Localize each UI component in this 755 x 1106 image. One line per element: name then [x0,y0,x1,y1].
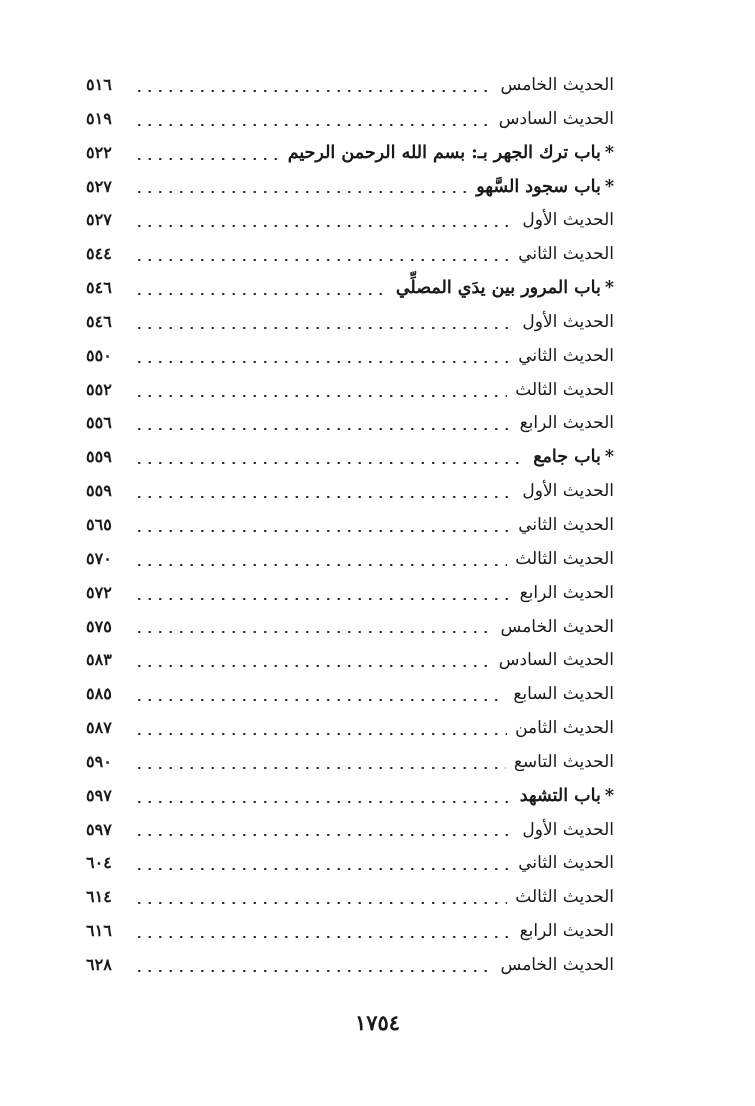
entry-title [518,238,614,272]
entry-title-text: الحديث التاسع [513,751,614,772]
toc-entry-row [86,339,614,373]
dot-leader [134,834,514,836]
toc-chapter-row [86,136,614,170]
chapter-marker: * [604,785,614,806]
toc-entry-row [86,643,614,677]
entry-page-number: ٥٢٧ [86,210,112,230]
dot-leader [134,598,512,600]
entry-title-text: الحديث الثاني [518,514,614,535]
toc-entry-row [86,677,614,711]
entry-page-number: ٥٧٢ [86,582,112,602]
toc-entry-row [86,880,614,914]
entry-title [520,407,614,441]
entry-title-text: باب ترك الجهر بـ: بسم الله الرحمن الرحيم [287,142,601,163]
entry-title [515,543,614,577]
entry-title-text: الحديث الأول [522,819,614,840]
dot-leader [134,936,512,938]
entry-page-number: ٦١٦ [86,921,112,941]
toc-entry-row [86,813,614,847]
dot-leader [134,259,510,261]
toc-entry-row [86,305,614,339]
entry-title [518,847,614,881]
entry-title [513,678,614,712]
toc-chapter-row [86,170,614,204]
entry-title [515,374,614,408]
dot-leader [134,530,510,532]
entry-page-number: ٥٩٧ [86,819,112,839]
entry-title [515,881,614,915]
toc-chapter-row [86,440,614,474]
toc-entry-row [86,237,614,271]
entry-page-number: ٦٢٨ [86,954,112,974]
entry-page-number: ٦١٤ [86,887,112,907]
entry-page-number: ٥٩٧ [86,785,112,805]
entry-title-text: الحديث الأول [522,311,614,332]
entry-page-number: ٥٧٠ [86,548,112,568]
chapter-marker: * [604,142,614,163]
entry-page-number: ٥٢٧ [86,176,112,196]
entry-title-text: الحديث الخامس [500,75,614,95]
entry-title [514,746,614,780]
dot-leader [134,970,493,972]
chapter-marker: * [604,176,614,197]
toc-entry-row [86,203,614,237]
chapter-title [533,441,614,475]
entry-title-text: الحديث الثالث [515,379,614,400]
chapter-title [520,780,614,814]
dot-leader [134,191,468,193]
dot-leader [134,225,514,227]
entry-title [520,915,614,949]
entry-page-number: ٥١٦ [86,75,112,94]
toc-entry-row [86,68,614,102]
entry-title-text: الحديث الأول [522,210,614,231]
entry-title [499,103,614,137]
entry-title-text: الحديث الرابع [519,921,614,942]
dot-leader [134,428,512,430]
toc-entry-row [86,542,614,576]
dot-leader [134,665,491,667]
toc-entry-row [86,373,614,407]
entry-title-text: باب جامع [533,447,601,468]
entry-title-text: الحديث الثاني [518,244,614,265]
entry-page-number: ٥٢٢ [86,142,112,162]
dot-leader [134,395,507,397]
toc-entry-row [86,508,614,542]
entry-title-text: الحديث الرابع [519,582,614,603]
entry-title [522,814,614,848]
dot-leader [134,124,491,126]
entry-title [520,577,614,611]
entry-page-number: ٥٥٢ [86,379,112,399]
entry-title-text: الحديث السادس [498,108,614,129]
entry-title [522,204,614,238]
page-number: ١٧٥٤ [354,1010,401,1035]
table-of-contents [86,68,614,982]
dot-leader [134,699,505,701]
dot-leader [134,902,507,904]
entry-title-text: الحديث الثالث [515,887,614,908]
entry-title [522,475,614,509]
entry-page-number: ٦٠٤ [86,853,112,873]
toc-entry-row [86,474,614,508]
dot-leader [134,361,510,363]
entry-title-text: باب سجود السَّهو [476,176,601,197]
toc-chapter-row [86,779,614,813]
entry-page-number: ٥٦٥ [86,514,112,534]
entry-page-number: ٥٧٥ [86,616,112,636]
entry-title-text: الحديث الرابع [519,413,614,434]
entry-title-text: الحديث السابع [513,684,614,705]
entry-title-text: الحديث الخامس [500,954,614,975]
entry-title-text: الحديث الخامس [500,616,614,637]
entry-title [501,949,614,983]
dot-leader [134,158,280,160]
entry-title [501,69,614,103]
entry-title-text: الحديث الثالث [515,548,614,569]
entry-page-number: ٥٨٣ [86,650,112,670]
toc-entry-row [86,711,614,745]
chapter-title [476,171,614,205]
toc-entry-row [86,914,614,948]
dot-leader [134,462,525,464]
dot-leader [134,293,388,295]
dot-leader [134,733,507,735]
entry-title-text: الحديث الثامن [515,718,614,739]
entry-title-text: الحديث الأول [522,481,614,502]
toc-entry-row [86,102,614,136]
entry-title [499,644,614,678]
entry-page-number: ٥٨٧ [86,718,112,738]
toc-chapter-row [86,271,614,305]
dot-leader [134,631,493,633]
dot-leader [134,496,514,498]
toc-entry-row [86,846,614,880]
toc-entry-row [86,610,614,644]
entry-page-number: ٥٥٦ [86,413,112,433]
entry-page-number: ٥٤٦ [86,278,112,298]
entry-page-number: ٥٩٠ [86,751,112,771]
chapter-marker: * [604,447,614,468]
entry-page-number: ٥١٩ [86,108,112,128]
chapter-title [396,272,614,306]
dot-leader [134,868,510,870]
entry-title-text: الحديث الثاني [518,345,614,366]
entry-title-text: الحديث السادس [498,650,614,671]
entry-page-number: ٥٤٤ [86,244,112,264]
dot-leader [134,327,514,329]
entry-title [515,712,614,746]
entry-title [518,509,614,543]
entry-title [522,306,614,340]
dot-leader [134,801,512,803]
toc-entry-row [86,406,614,440]
entry-page-number: ٥٥٩ [86,447,112,467]
entry-page-number: ٥٥٩ [86,481,112,501]
entry-page-number: ٥٤٦ [86,311,112,331]
entry-title [501,611,614,645]
dot-leader [134,564,507,566]
entry-title [518,340,614,374]
dot-leader [134,767,506,769]
toc-entry-row [86,576,614,610]
toc-entry-row [86,745,614,779]
entry-title-text: باب المرور بين يدَي المصلِّي [395,278,601,299]
entry-title-text: باب التشهد [519,785,601,806]
chapter-title [288,137,614,171]
chapter-marker: * [604,278,614,299]
toc-entry-row [86,948,614,982]
entry-page-number: ٥٨٥ [86,684,112,704]
entry-title-text: الحديث الثاني [518,853,614,874]
entry-page-number: ٥٥٠ [86,345,112,365]
dot-leader [134,90,493,92]
